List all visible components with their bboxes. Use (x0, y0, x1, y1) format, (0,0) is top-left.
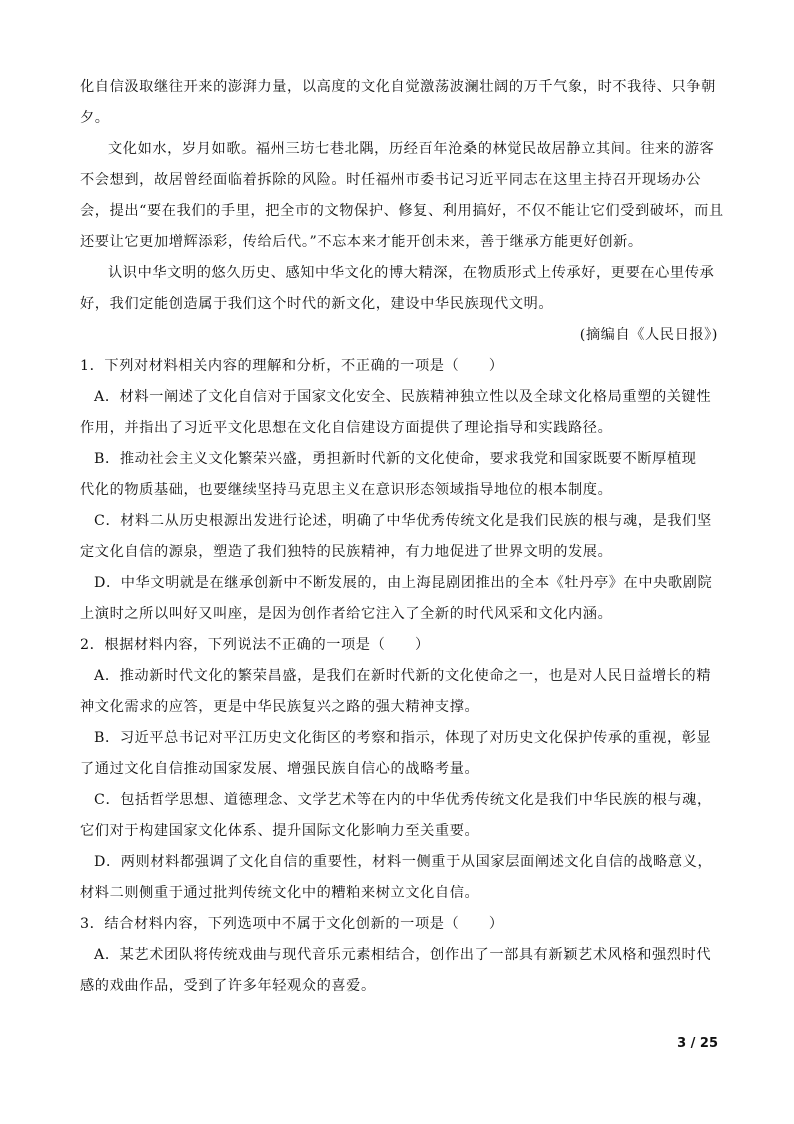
option-b (80, 723, 720, 785)
paragraph (80, 258, 720, 320)
option-d (80, 847, 720, 909)
option-line: C．材料二从历史根源出发进行论述，明确了中华优秀传统文化是我们民族的根与魂，是我们坚 (94, 513, 712, 529)
option-line: 定文化自信的源泉，塑造了我们独特的民族精神，有力地促进了世界文明的发展。 (80, 544, 613, 560)
paragraph (80, 72, 720, 134)
option-line: B．推动社会主义文化繁荣兴盛，勇担新时代新的文化使命，要求我党和国家既要不断厚植现 (94, 451, 697, 467)
option-c (80, 785, 720, 847)
option-a (80, 382, 720, 444)
option-line: 了通过文化自信推动国家发展、增强民族自信心的战略考量。 (80, 761, 480, 777)
option-line: 神文化需求的应答，更是中华民族复兴之路的强大精神支撑。 (80, 699, 480, 715)
paragraph (80, 134, 724, 258)
option-line: A．材料一阐述了文化自信对于国家文化安全、民族精神独立性以及全球文化格局重塑的关键性 (94, 389, 712, 405)
question-1 (80, 351, 720, 630)
question-3 (80, 909, 720, 1002)
option-line: C．包括哲学思想、道德理念、文学艺术等在内的中华优秀传统文化是我们中华民族的根与魂， (94, 792, 712, 808)
source-citation: (摘编自《人民日报》) (579, 327, 718, 343)
option-a (80, 661, 720, 723)
question-stem: 3．结合材料内容，下列选项中不属于文化创新的一项是（ ） (80, 916, 504, 932)
document-page (80, 72, 724, 1002)
option-line: 代化的物质基础，也要继续坚持马克思主义在意识形态领域指导地位的根本制度。 (80, 482, 613, 498)
option-d (80, 568, 720, 630)
option-line: B．习近平总书记对平江历史文化街区的考察和指示，体现了对历史文化保护传承的重视，彰显 (94, 730, 712, 746)
option-line: A．某艺术团队将传统戏曲与现代音乐元素相结合，创作出了一部具有新颖艺术风格和强烈时代 (94, 947, 712, 963)
text-line: 会，提出“要在我们的手里，把全市的文物保护、修复、利用搞好，不仅不能让它们受到破坏，而且 (80, 203, 724, 219)
option-a (80, 940, 720, 1002)
option-line: A．推动新时代文化的繁荣昌盛，是我们在新时代新的文化使命之一，也是对人民日益增长的精 (94, 668, 712, 684)
text-line: 化自信汲取继往开来的澎湃力量，以高度的文化自觉激荡波澜壮阔的万千气象，时不我待、只争朝 (80, 79, 716, 95)
question-stem: 2．根据材料内容，下列说法不正确的一项是（ ） (80, 637, 430, 653)
text-line: 不会想到，故居曾经面临着拆除的风险。时任福州市委书记习近平同志在这里主持召开现场办公 (80, 172, 702, 188)
page-number: 3 / 25 (677, 1036, 718, 1051)
option-line: D．中华文明就是在继承创新中不断发展的，由上海昆剧团推出的全本《牡丹亭》在中央歌剧院 (94, 575, 713, 591)
text-line: 好，我们定能创造属于我们这个时代的新文化，建设中华民族现代文明。 (80, 296, 554, 312)
text-line: 还要让它更加增辉添彩，传给后代。”不忘本来才能开创未来，善于继承方能更好创新。 (80, 234, 643, 250)
option-line: 作用，并指出了习近平文化思想在文化自信建设方面提供了理论指导和实践路径。 (80, 420, 613, 436)
question-stem: 1．下列对材料相关内容的理解和分析，不正确的一项是（ ） (80, 358, 504, 374)
option-c (80, 506, 720, 568)
option-line: 上演时之所以叫好又叫座，是因为创作者给它注入了全新的时代风采和文化内涵。 (80, 606, 613, 622)
question-2 (80, 630, 720, 909)
option-line: 感的戏曲作品，受到了许多年轻观众的喜爱。 (80, 978, 376, 994)
text-line: 认识中华文明的悠久历史、感知中华文化的博大精深，在物质形式上传承好，更要在心里传承 (108, 265, 715, 281)
option-line: 材料二则侧重于通过批判传统文化中的糟粕来树立文化自信。 (80, 885, 480, 901)
option-line: 它们对于构建国家文化体系、提升国际文化影响力至关重要。 (80, 823, 480, 839)
option-line: D．两则材料都强调了文化自信的重要性，材料一侧重于从国家层面阐述文化自信的战略意义， (94, 854, 713, 870)
text-line: 文化如水，岁月如歌。福州三坊七巷北隅，历经百年沧桑的林觉民故居静立其间。往来的游客 (108, 141, 715, 157)
option-b (80, 444, 720, 506)
text-line: 夕。 (80, 110, 110, 126)
